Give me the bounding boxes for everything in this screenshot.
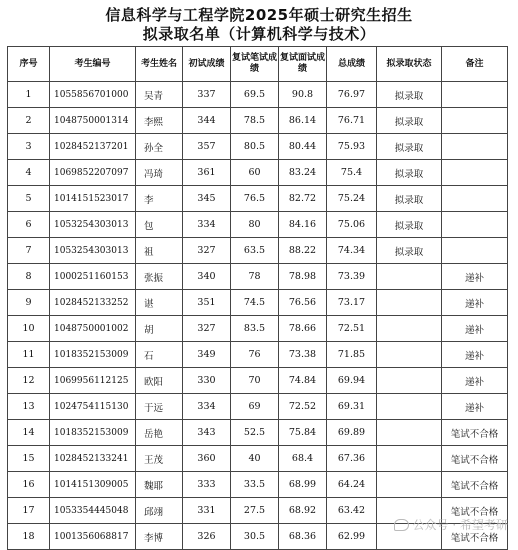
cell-status	[377, 368, 442, 394]
cell-total: 72.51	[327, 316, 377, 342]
header-interview: 复试面试成绩	[279, 47, 327, 82]
cell-name: 岳艳	[136, 420, 183, 446]
cell-name: 祖	[136, 238, 183, 264]
cell-initial: 326	[183, 524, 231, 550]
cell-initial: 360	[183, 446, 231, 472]
cell-interview: 75.84	[279, 420, 327, 446]
cell-total: 73.39	[327, 264, 377, 290]
table-row	[8, 186, 508, 212]
cell-interview: 82.72	[279, 186, 327, 212]
cell-no: 5	[8, 186, 50, 212]
cell-no: 3	[8, 134, 50, 160]
table-row	[8, 264, 508, 290]
cell-name: 吴青	[136, 82, 183, 108]
cell-initial: 345	[183, 186, 231, 212]
cell-note: 递补	[442, 342, 508, 368]
cell-written: 27.5	[231, 498, 279, 524]
cell-name: 于远	[136, 394, 183, 420]
header-name: 考生姓名	[136, 47, 183, 82]
cell-written: 78.5	[231, 108, 279, 134]
cell-interview: 86.14	[279, 108, 327, 134]
cell-name: 李	[136, 186, 183, 212]
cell-initial: 351	[183, 290, 231, 316]
cell-id: 1048750001002	[50, 316, 136, 342]
page-title-line2: 拟录取名单（计算机科学与技术）	[142, 25, 376, 43]
cell-note	[442, 134, 508, 160]
cell-id: 1024754115130	[50, 394, 136, 420]
cell-written: 30.5	[231, 524, 279, 550]
cell-id: 1053254303013	[50, 238, 136, 264]
cell-id: 1048750001314	[50, 108, 136, 134]
cell-status	[377, 472, 442, 498]
cell-written: 76.5	[231, 186, 279, 212]
header-initial: 初试成绩	[183, 47, 231, 82]
cell-no: 12	[8, 368, 50, 394]
cell-status: 拟录取	[377, 134, 442, 160]
cell-id: 1069956112125	[50, 368, 136, 394]
cell-name: 谌	[136, 290, 183, 316]
cell-status	[377, 264, 442, 290]
cell-interview: 76.56	[279, 290, 327, 316]
cell-id: 1000251160153	[50, 264, 136, 290]
table-row	[8, 238, 508, 264]
cell-total: 75.06	[327, 212, 377, 238]
cell-total: 73.17	[327, 290, 377, 316]
cell-total: 75.4	[327, 160, 377, 186]
cell-note	[442, 212, 508, 238]
cell-status	[377, 316, 442, 342]
cell-total: 69.31	[327, 394, 377, 420]
cell-initial: 349	[183, 342, 231, 368]
cell-interview: 80.44	[279, 134, 327, 160]
cell-interview: 78.66	[279, 316, 327, 342]
cell-id: 1001356068817	[50, 524, 136, 550]
cell-no: 18	[8, 524, 50, 550]
cell-no: 15	[8, 446, 50, 472]
cell-total: 74.34	[327, 238, 377, 264]
cell-no: 2	[8, 108, 50, 134]
watermark	[394, 516, 508, 533]
cell-total: 75.93	[327, 134, 377, 160]
cell-interview: 68.36	[279, 524, 327, 550]
cell-no: 6	[8, 212, 50, 238]
cell-name: 孙全	[136, 134, 183, 160]
cell-written: 80.5	[231, 134, 279, 160]
cell-name: 邱翊	[136, 498, 183, 524]
cell-name: 胡	[136, 316, 183, 342]
cell-initial: 327	[183, 238, 231, 264]
cell-id: 1018352153009	[50, 342, 136, 368]
cell-written: 69.5	[231, 82, 279, 108]
cell-status	[377, 342, 442, 368]
cell-id: 1053254303013	[50, 212, 136, 238]
admission-table	[7, 46, 508, 550]
cell-written: 74.5	[231, 290, 279, 316]
cell-status	[377, 420, 442, 446]
table-row	[8, 212, 508, 238]
table-row	[8, 134, 508, 160]
cell-name: 张振	[136, 264, 183, 290]
cell-id: 1028452133252	[50, 290, 136, 316]
watermark-text: 公众号 · 希望考研	[412, 518, 508, 532]
cell-no: 17	[8, 498, 50, 524]
cell-name: 李熙	[136, 108, 183, 134]
cell-total: 76.71	[327, 108, 377, 134]
cell-status: 拟录取	[377, 108, 442, 134]
cell-name: 欧阳	[136, 368, 183, 394]
cell-no: 14	[8, 420, 50, 446]
cell-interview: 90.8	[279, 82, 327, 108]
cell-note: 递补	[442, 290, 508, 316]
cell-id: 1053354445048	[50, 498, 136, 524]
cell-note: 递补	[442, 394, 508, 420]
cell-written: 70	[231, 368, 279, 394]
cell-total: 64.24	[327, 472, 377, 498]
cell-no: 9	[8, 290, 50, 316]
cell-written: 83.5	[231, 316, 279, 342]
cell-status: 拟录取	[377, 82, 442, 108]
cell-initial: 334	[183, 394, 231, 420]
table-row	[8, 82, 508, 108]
cell-interview: 78.98	[279, 264, 327, 290]
cell-interview: 73.38	[279, 342, 327, 368]
page-title-line1: 信息科学与工程学院2025年硕士研究生招生	[105, 6, 413, 24]
cell-initial: 334	[183, 212, 231, 238]
cell-initial: 330	[183, 368, 231, 394]
cell-total: 67.36	[327, 446, 377, 472]
table-row	[8, 342, 508, 368]
table-row	[8, 108, 508, 134]
cell-note: 笔试不合格	[442, 472, 508, 498]
table-row	[8, 394, 508, 420]
cell-initial: 357	[183, 134, 231, 160]
cell-note: 递补	[442, 368, 508, 394]
cell-note	[442, 186, 508, 212]
cell-total: 63.42	[327, 498, 377, 524]
cell-name: 魏耶	[136, 472, 183, 498]
cell-total: 69.89	[327, 420, 377, 446]
cell-status	[377, 446, 442, 472]
cell-id: 1069852207097	[50, 160, 136, 186]
cell-name: 冯琦	[136, 160, 183, 186]
table-row	[8, 160, 508, 186]
header-no: 序号	[8, 47, 50, 82]
cell-note: 笔试不合格	[442, 446, 508, 472]
cell-id: 1014151309005	[50, 472, 136, 498]
cell-interview: 83.24	[279, 160, 327, 186]
table-row	[8, 368, 508, 394]
cell-id: 1028452133241	[50, 446, 136, 472]
cell-name: 包	[136, 212, 183, 238]
cell-total: 75.24	[327, 186, 377, 212]
table-header-row	[8, 47, 508, 82]
cell-status: 拟录取	[377, 212, 442, 238]
cell-written: 52.5	[231, 420, 279, 446]
cell-no: 1	[8, 82, 50, 108]
cell-no: 13	[8, 394, 50, 420]
cell-written: 33.5	[231, 472, 279, 498]
cell-note: 笔试不合格	[442, 420, 508, 446]
header-status: 拟录取状态	[377, 47, 442, 82]
table-row	[8, 420, 508, 446]
cell-no: 10	[8, 316, 50, 342]
cell-total: 62.99	[327, 524, 377, 550]
cell-written: 40	[231, 446, 279, 472]
cell-note: 递补	[442, 264, 508, 290]
cell-status: 拟录取	[377, 238, 442, 264]
cell-name: 石	[136, 342, 183, 368]
cell-written: 76	[231, 342, 279, 368]
cell-status	[377, 394, 442, 420]
cell-no: 4	[8, 160, 50, 186]
cell-initial: 343	[183, 420, 231, 446]
cell-status	[377, 290, 442, 316]
cell-initial: 337	[183, 82, 231, 108]
cell-interview: 84.16	[279, 212, 327, 238]
cell-status: 拟录取	[377, 186, 442, 212]
cell-id: 1014151523017	[50, 186, 136, 212]
cell-written: 78	[231, 264, 279, 290]
cell-total: 76.97	[327, 82, 377, 108]
cell-no: 8	[8, 264, 50, 290]
cell-written: 63.5	[231, 238, 279, 264]
cell-interview: 68.4	[279, 446, 327, 472]
table-row	[8, 316, 508, 342]
cell-id: 1028452137201	[50, 134, 136, 160]
cell-no: 11	[8, 342, 50, 368]
cell-initial: 333	[183, 472, 231, 498]
cell-initial: 331	[183, 498, 231, 524]
cell-interview: 68.92	[279, 498, 327, 524]
cell-initial: 344	[183, 108, 231, 134]
header-total: 总成绩	[327, 47, 377, 82]
cell-status: 拟录取	[377, 160, 442, 186]
cell-name: 李博	[136, 524, 183, 550]
cell-initial: 340	[183, 264, 231, 290]
cell-written: 80	[231, 212, 279, 238]
cell-note: 笔试不合格	[442, 498, 508, 524]
cell-initial: 361	[183, 160, 231, 186]
header-written: 复试笔试成绩	[231, 47, 279, 82]
cell-interview: 88.22	[279, 238, 327, 264]
cell-no: 7	[8, 238, 50, 264]
cell-note: 递补	[442, 316, 508, 342]
cell-written: 69	[231, 394, 279, 420]
cell-interview: 72.52	[279, 394, 327, 420]
cell-total: 69.94	[327, 368, 377, 394]
cell-name: 王茂	[136, 446, 183, 472]
header-id: 考生编号	[50, 47, 136, 82]
cell-id: 1055856701000	[50, 82, 136, 108]
cell-total: 71.85	[327, 342, 377, 368]
cell-initial: 327	[183, 316, 231, 342]
cell-note	[442, 82, 508, 108]
table-row	[8, 290, 508, 316]
cell-written: 60	[231, 160, 279, 186]
cell-no: 16	[8, 472, 50, 498]
header-note: 备注	[442, 47, 508, 82]
cell-id: 1018352153009	[50, 420, 136, 446]
cell-interview: 74.84	[279, 368, 327, 394]
chat-bubble-icon	[394, 519, 409, 531]
cell-note	[442, 108, 508, 134]
cell-note	[442, 160, 508, 186]
cell-note: 笔试不合格	[442, 524, 508, 550]
table-row	[8, 472, 508, 498]
cell-interview: 68.99	[279, 472, 327, 498]
table-row	[8, 446, 508, 472]
cell-note	[442, 238, 508, 264]
